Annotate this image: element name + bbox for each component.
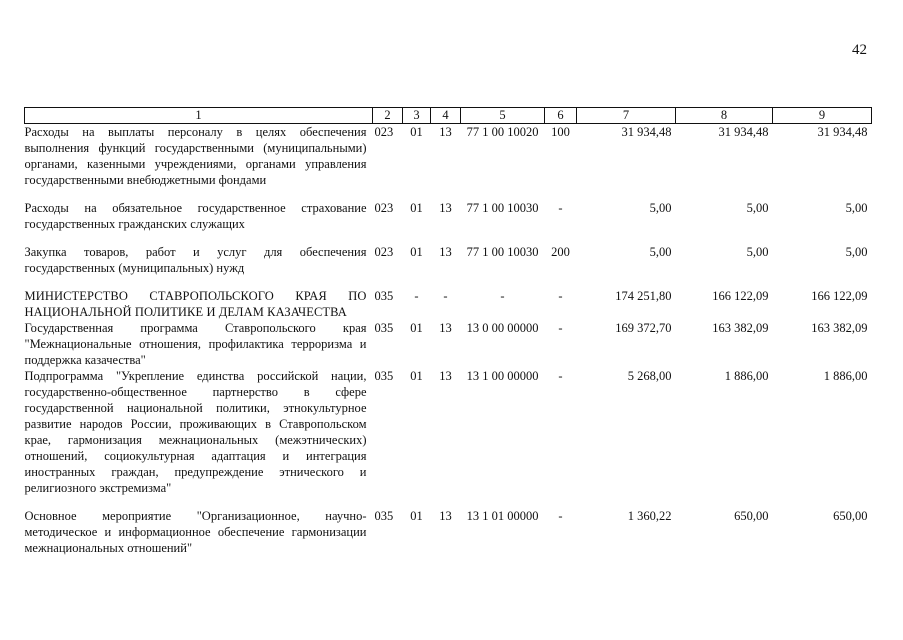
ministry-code: 023 bbox=[374, 125, 394, 139]
amount-col7: 169 372,70 bbox=[615, 321, 672, 335]
budget-table bbox=[24, 107, 872, 556]
table-row bbox=[25, 288, 872, 320]
column-header: 5 bbox=[461, 108, 545, 124]
table-row bbox=[25, 124, 872, 201]
amount-col7: 5 268,00 bbox=[627, 369, 672, 383]
section-code: 01 bbox=[410, 245, 423, 259]
amount-col9: 5,00 bbox=[845, 201, 868, 215]
column-header: 2 bbox=[373, 108, 403, 124]
target-article-code: 13 1 00 00000 bbox=[466, 369, 539, 383]
table-header-row bbox=[25, 108, 872, 124]
table-row bbox=[25, 508, 872, 556]
amount-col7: 174 251,80 bbox=[615, 289, 672, 303]
column-header: 3 bbox=[403, 108, 431, 124]
ministry-code: 035 bbox=[374, 321, 394, 335]
ministry-code: 023 bbox=[374, 201, 394, 215]
subsection-code: 13 bbox=[439, 369, 452, 383]
amount-col8: 163 382,09 bbox=[712, 321, 769, 335]
expense-type-code: - bbox=[558, 201, 563, 215]
target-article-code: 13 0 00 00000 bbox=[466, 321, 539, 335]
amount-col8: 5,00 bbox=[746, 245, 769, 259]
amount-col8: 650,00 bbox=[734, 509, 769, 523]
subsection-code: 13 bbox=[439, 125, 452, 139]
column-header: 7 bbox=[577, 108, 676, 124]
section-code: - bbox=[414, 289, 419, 303]
amount-col7: 5,00 bbox=[649, 245, 672, 259]
expense-type-code: 200 bbox=[551, 245, 570, 259]
ministry-code: 023 bbox=[374, 245, 394, 259]
table-row bbox=[25, 244, 872, 288]
subsection-code: 13 bbox=[439, 321, 452, 335]
expense-type-code: - bbox=[558, 289, 563, 303]
subsection-code: 13 bbox=[439, 245, 452, 259]
program-name: Государственная программа Ставропольского края "Межнациональные отношения, профилактика терроризма и поддержка казачества" bbox=[24, 321, 367, 367]
target-article-code: 77 1 00 10030 bbox=[466, 245, 539, 259]
expense-type-code: 100 bbox=[551, 125, 570, 139]
column-header: 8 bbox=[676, 108, 773, 124]
column-header: 9 bbox=[773, 108, 872, 124]
column-header: 6 bbox=[545, 108, 577, 124]
amount-col7: 1 360,22 bbox=[627, 509, 672, 523]
target-article-code: 77 1 00 10020 bbox=[466, 125, 539, 139]
expense-type-code: - bbox=[558, 369, 563, 383]
target-article-code: 77 1 00 10030 bbox=[466, 201, 539, 215]
amount-col9: 163 382,09 bbox=[811, 321, 868, 335]
target-article-code: 13 1 01 00000 bbox=[466, 509, 539, 523]
column-header: 1 bbox=[25, 108, 373, 124]
subsection-code: - bbox=[443, 289, 448, 303]
amount-col7: 5,00 bbox=[649, 201, 672, 215]
section-code: 01 bbox=[410, 509, 423, 523]
amount-col8: 31 934,48 bbox=[718, 125, 769, 139]
section-code: 01 bbox=[410, 369, 423, 383]
amount-col9: 1 886,00 bbox=[823, 369, 868, 383]
amount-col9: 31 934,48 bbox=[817, 125, 868, 139]
amount-col8: 166 122,09 bbox=[712, 289, 769, 303]
table-row bbox=[25, 200, 872, 244]
amount-col8: 1 886,00 bbox=[724, 369, 769, 383]
section-code: 01 bbox=[410, 125, 423, 139]
subsection-code: 13 bbox=[439, 201, 452, 215]
ministry-code: 035 bbox=[374, 369, 394, 383]
amount-col7: 31 934,48 bbox=[621, 125, 672, 139]
expense-name: Закупка товаров, работ и услуг для обеспечения государственных (муниципальных) нужд bbox=[24, 245, 367, 275]
page-number: 42 bbox=[852, 42, 867, 58]
expense-name: Расходы на выплаты персоналу в целях обеспечения выполнения функций государственными (муниципальными) органами, казенными учреждениями, органами управления государственными внебюджетными фондами bbox=[24, 125, 367, 187]
subprogram-name: Подпрограмма "Укрепление единства российской нации, государственно-общественное партнерство в сфере государственной национальной политики, этнокультурное развитие народов России, проживающих в Ставропольском крае, гармонизация межнациональных (межэтнических) отношений, социокультурная адаптация и интеграция иностранных граждан, предупреждение этнического и религиозного экстремизма" bbox=[24, 369, 367, 495]
subsection-code: 13 bbox=[439, 509, 452, 523]
section-code: 01 bbox=[410, 321, 423, 335]
expense-type-code: - bbox=[558, 509, 563, 523]
section-code: 01 bbox=[410, 201, 423, 215]
ministry-code: 035 bbox=[374, 289, 394, 303]
ministry-name: МИНИСТЕРСТВО СТАВРОПОЛЬСКОГО КРАЯ ПО НАЦИОНАЛЬНОЙ ПОЛИТИКЕ И ДЕЛАМ КАЗАЧЕСТВА bbox=[24, 289, 367, 319]
table-row bbox=[25, 368, 872, 508]
amount-col9: 166 122,09 bbox=[811, 289, 868, 303]
expense-type-code: - bbox=[558, 321, 563, 335]
expense-name: Расходы на обязательное государственное страхование государственных гражданских служащих bbox=[24, 201, 367, 231]
table-row bbox=[25, 320, 872, 368]
activity-name: Основное мероприятие "Организационное, научно-методическое и информационное обеспечение гармонизации межнациональных отношений" bbox=[24, 509, 367, 555]
ministry-code: 035 bbox=[374, 509, 394, 523]
column-header: 4 bbox=[431, 108, 461, 124]
target-article-code: - bbox=[500, 289, 505, 303]
amount-col9: 650,00 bbox=[833, 509, 868, 523]
amount-col9: 5,00 bbox=[845, 245, 868, 259]
amount-col8: 5,00 bbox=[746, 201, 769, 215]
